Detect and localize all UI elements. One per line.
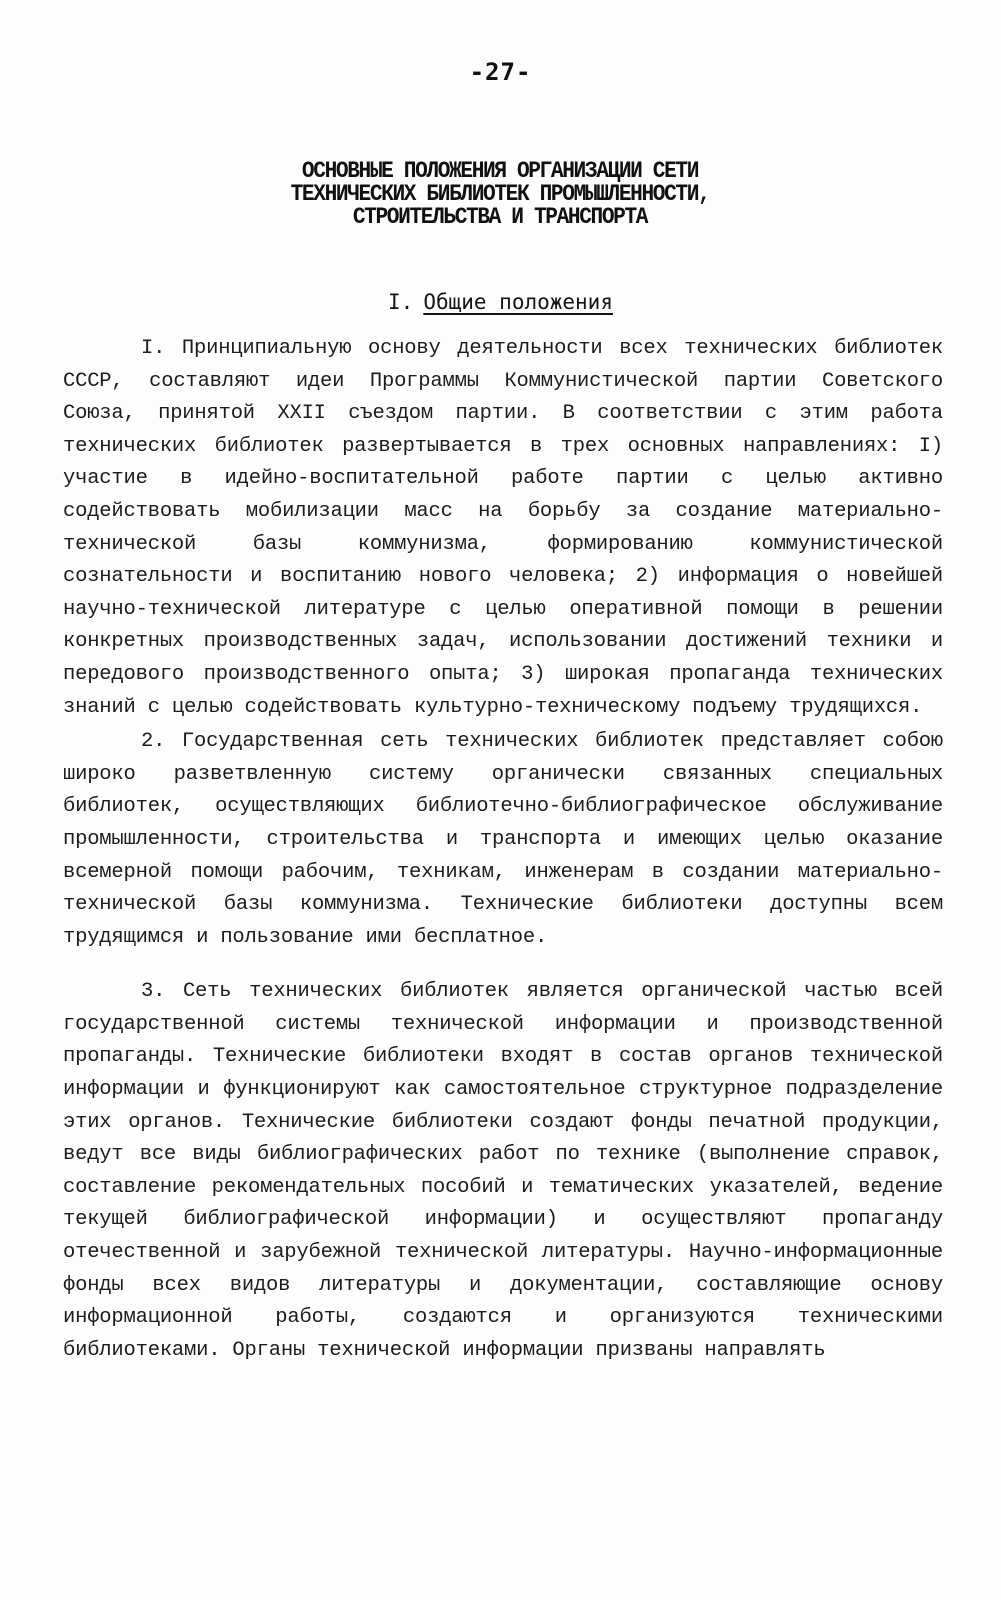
document-title bbox=[178, 160, 822, 229]
title-line: СТРОИТЕЛЬСТВА И ТРАНСПОРТА bbox=[352, 204, 648, 230]
section-number: I. bbox=[388, 290, 414, 314]
body-text bbox=[63, 333, 943, 1369]
paragraph: 2. Государственная сеть технических библиотек представляет собою широко разветвленную систему органически связанных специальных библиотек, осуществляющих библиотечно-библиографическое обслуживание промышленности, строительства и транспорта и имеющих целью оказание всемерной помощи рабочим, техникам, инженерам в создании материально-технической базы коммунизма. Технические библиотеки доступны всем трудящимся и пользование ими бесплатное. bbox=[63, 730, 943, 949]
title-line: ТЕХНИЧЕСКИХ БИБЛИОТЕК ПРОМЫШЛЕННОСТИ, bbox=[290, 181, 710, 207]
title-line: ОСНОВНЫЕ ПОЛОЖЕНИЯ ОРГАНИЗАЦИИ СЕТИ bbox=[301, 158, 699, 184]
paragraph: 3. Сеть технических библиотек является органической частью всей государственной системы технической информации и производственной пропаганды. Технические библиотеки входят в состав органов технической информации и функционируют как самостоятельное структурное подразделение этих органов. Технические библиотеки создают фонды печатной продукции, ведут все виды библиографических работ по технике (выполнение справок, составление рекомендательных пособий и тематических указателей, ведение текущей библиографической информации) и осуществляют пропаганду отечественной и зарубежной технической литературы. Научно-информационные фонды всех видов литературы и документации, составляющие основу информационной работы, создаются и организуются техническими библиотеками. Органы технической информации призваны направлять bbox=[63, 980, 943, 1362]
paragraph: I. Принципиальную основу деятельности всех технических библиотек СССР, составляют идеи Программы Коммунистической партии Советского Союза, принятой XXII съездом партии. В соответствии с этим работа технических библиотек развертывается в трех основных направлениях: I) участие в идейно-воспитательной работе партии с целью активно содействовать мобилизации масс на борьбу за создание материально-технической базы коммунизма, формированию коммунистической сознательности и воспитанию нового человека; 2) информация о новейшей научно-технической литературе с целью оперативной помощи в решении конкретных производственных задач, использовании достижений техники и передового производственного опыта; 3) широкая пропаганда технических знаний с целью содействовать культурно-техническому подъему трудящихся. bbox=[63, 337, 943, 719]
page-number: -27- bbox=[469, 58, 532, 86]
section-title: Общие положения bbox=[423, 290, 613, 314]
section-heading bbox=[0, 290, 1001, 314]
